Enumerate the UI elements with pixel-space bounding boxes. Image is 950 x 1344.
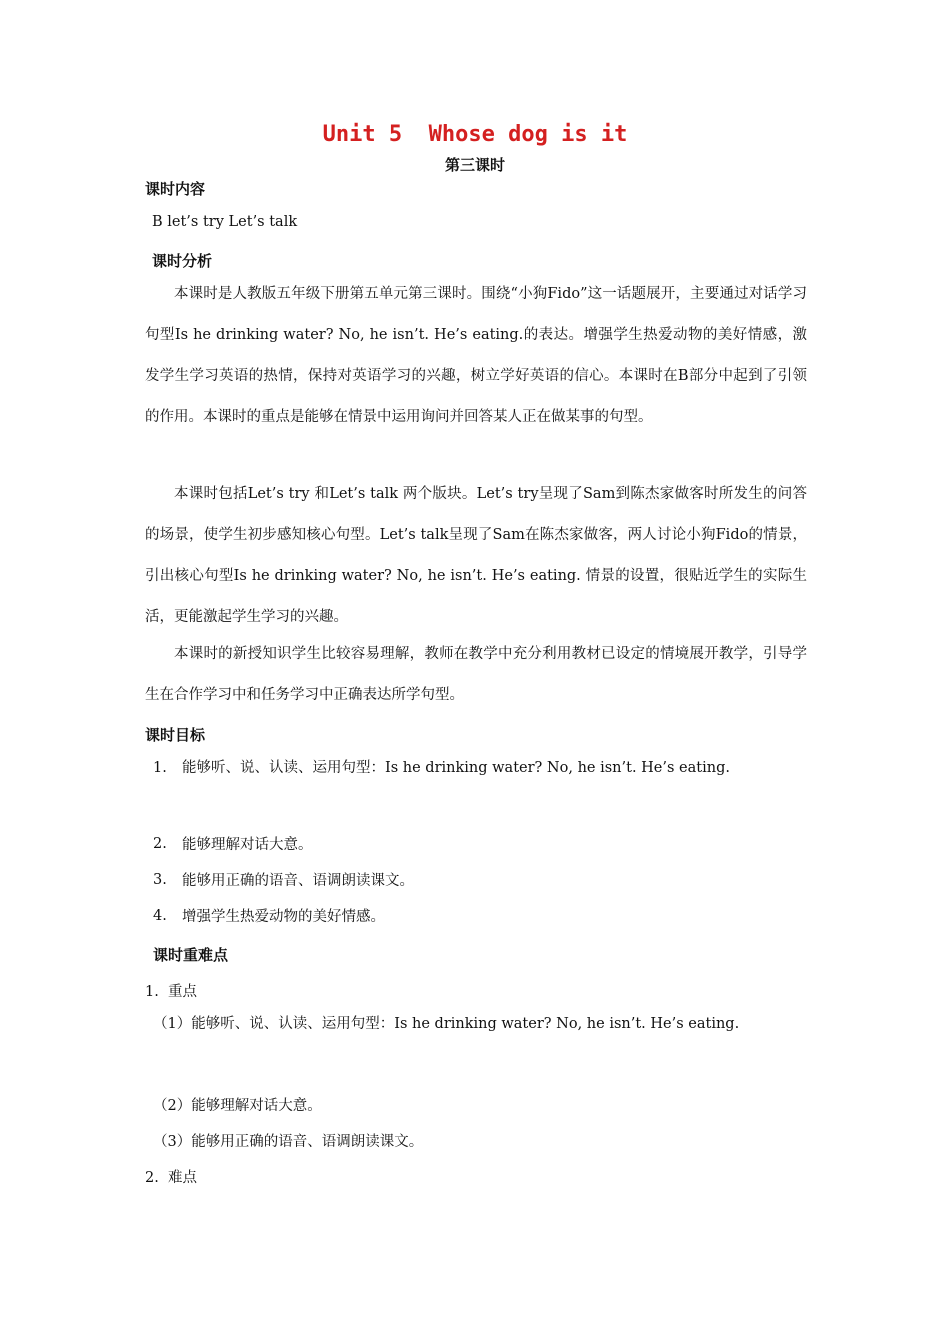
focus-item: （1）能够听、说、认读、运用句型：Is he drinking water? No, he isn’t. He’s eating. <box>153 1016 740 1032</box>
section-heading-analysis: 课时分析 <box>152 252 213 270</box>
focus-item: （3）能够用正确的语音、语调朗读课文。 <box>153 1134 424 1150</box>
goal-text: 能够用正确的语音、语调朗读课文。 <box>182 873 414 889</box>
section-heading-key-points: 课时重难点 <box>153 946 229 964</box>
goal-text: 能够听、说、认读、运用句型：Is he drinking water? No, he isn’t. He’s eating. <box>182 760 730 776</box>
section-heading-content: 课时内容 <box>145 180 206 198</box>
focus-label: 1. 重点 <box>145 984 198 1000</box>
analysis-paragraph-2: 本课时包括Let’s try 和Let’s talk 两个版块。Let’s try呈现了Sam到陈杰家做客时所发生的问答的场景，使学生初步感知核心句型。Let’s talk呈现了Sam在陈杰家做客，两人讨论小狗Fido的情景，引出核心句型Is he drinking water? No, he isn’t. He’s eating. 情景的设置，很贴近学生的实际生活，更能激起学生学习的兴趣。 <box>145 486 807 625</box>
section-heading-goals: 课时目标 <box>145 726 206 744</box>
difficulty-label: 2. 难点 <box>145 1170 198 1186</box>
analysis-paragraph-3: 本课时的新授知识学生比较容易理解，教师在教学中充分利用教材已设定的情境展开教学，引导学生在合作学习中和任务学习中正确表达所学句型。 <box>145 646 807 703</box>
analysis-paragraph-1: 本课时是人教版五年级下册第五单元第三课时。围绕“小狗Fido”这一话题展开，主要通过对话学习句型Is he drinking water? No, he isn’t. He’s eating.的表达。增强学生热爱动物的美好情感，激发学生学习英语的热情，保持对英语学习的兴趣，树立学好英语的信心。本课时在B部分中起到了引领的作用。本课时的重点是能够在情景中运用询问并回答某人正在做某事的句型。 <box>145 286 807 425</box>
goal-text: 增强学生热爱动物的美好情感。 <box>182 909 385 925</box>
goal-text: 能够理解对话大意。 <box>182 837 313 853</box>
goal-number: 3. <box>153 872 167 888</box>
goal-number: 1. <box>153 760 167 776</box>
content-text: B let’s try Let’s talk <box>152 214 298 230</box>
document-title: Unit 5 Whose dog is it <box>322 122 628 147</box>
focus-item: （2）能够理解对话大意。 <box>153 1098 322 1114</box>
document-subtitle: 第三课时 <box>444 156 505 174</box>
goal-number: 2. <box>153 836 167 852</box>
goal-number: 4. <box>153 908 167 924</box>
